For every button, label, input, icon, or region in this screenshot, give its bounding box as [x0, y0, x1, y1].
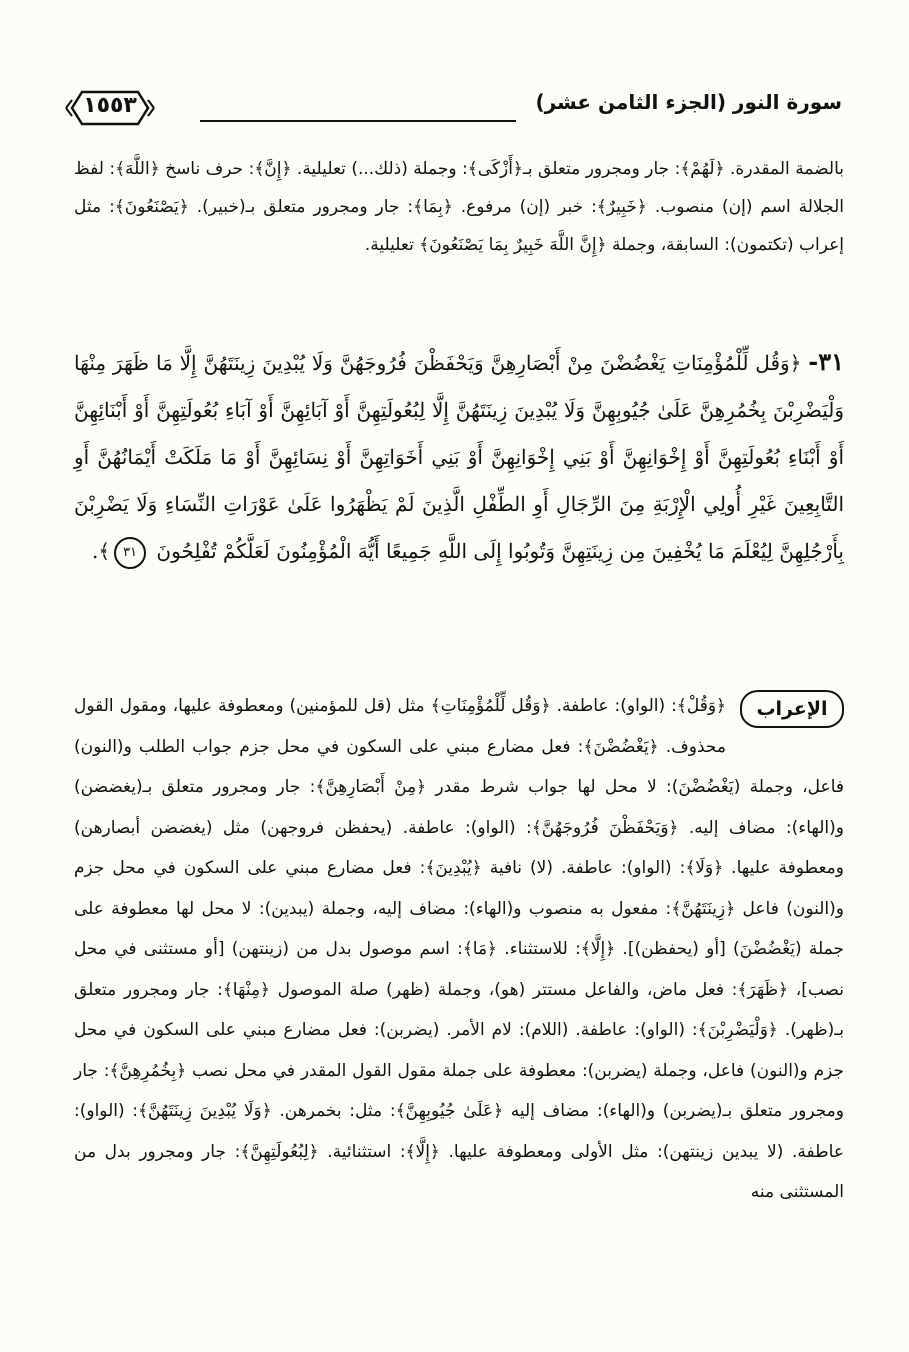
verse-text: ﴿وَقُل لِّلْمُؤْمِنَاتِ يَغْضُضْنَ مِنْ أَبْصَارِهِنَّ وَيَحْفَظْنَ فُرُوجَهُنَّ وَلَا يُبْدِينَ زِينَتَهُنَّ إِلَّا مَا ظَهَرَ مِنْهَا وَلْيَضْرِبْنَ بِخُمُرِهِنَّ عَلَىٰ جُيُوبِهِنَّ وَلَا يُبْدِينَ زِينَتَهُنَّ إِلَّا لِبُعُولَتِهِنَّ أَوْ آبَائِهِنَّ أَوْ آبَاءِ بُعُولَتِهِنَّ أَوْ أَبْنَائِهِنَّ أَوْ أَبْنَاءِ بُعُولَتِهِنَّ أَوْ إِخْوَانِهِنَّ أَوْ بَنِي إِخْوَانِهِنَّ أَوْ بَنِي أَخَوَاتِهِنَّ أَوْ نِسَائِهِنَّ أَوْ مَا مَلَكَتْ أَيْمَانُهُنَّ أَوِ التَّابِعِينَ غَيْرِ أُولِي الْإِرْبَةِ مِنَ الرِّجَالِ أَوِ الطِّفْلِ الَّذِينَ لَمْ يَظْهَرُوا عَلَىٰ عَوْرَاتِ النِّسَاءِ وَلَا يَضْرِبْنَ بِأَرْجُلِهِنَّ لِيُعْلَمَ مَا يُخْفِينَ مِن زِينَتِهِنَّ وَتُوبُوا إِلَى اللَّهِ جَمِيعًا أَيُّهَ الْمُؤْمِنُونَ لَعَلَّكُمْ تُفْلِحُونَ: [74, 351, 844, 563]
intro-text: بالضمة المقدرة. ﴿لَهُمْ﴾: جار ومجرور متعلق بـ﴿أَزْكَى﴾: وجملة (ذلك...) تعليلية. ﴿إِنَّ﴾: حرف ناسخ ﴿اللَّهَ﴾: لفظ الجلالة اسم (إن) منصوب. ﴿خَبِيرٌ﴾: خبر (إن) مرفوع. ﴿بِمَا﴾: جار ومجرور متعلق بـ(خبير). ﴿يَصْنَعُونَ﴾: مثل إعراب (تكتمون): السابقة، وجملة ﴿إِنَّ اللَّهَ خَبِيرٌ بِمَا يَصْنَعُونَ﴾ تعليلية.: [74, 159, 844, 255]
intro-paragraph: [74, 150, 844, 264]
irab-label: الإعراب: [740, 690, 844, 728]
verse-number: ٣١-: [808, 347, 845, 376]
page-number-frame: [62, 86, 158, 130]
verse-close: ﴾.: [91, 539, 111, 563]
irab-section: [74, 686, 844, 1213]
irab-text: ﴿وَقُلْ﴾: (الواو): عاطفة. ﴿وَقُل لِّلْمُؤْمِنَاتِ﴾ مثل (قل للمؤمنين) ومعطوفة عليها، ومقول القول محذوف. ﴿يَغْضُضْنَ﴾: فعل مضارع مبني على السكون في محل جزم جواب الطلب و(النون) فاعل، وجملة (يَغْضُضْنَ): لا محل لها جواب شرط مقدر ﴿مِنْ أَبْصَارِهِنَّ﴾: جار ومجرور متعلق بـ(يغضضن) و(الهاء): مضاف إليه. ﴿وَيَحْفَظْنَ فُرُوجَهُنَّ﴾: (الواو): عاطفة. (يحفظن فروجهن) مثل (يغضضن أبصارهن) ومعطوفة عليها. ﴿وَلَا﴾: (الواو): عاطفة. (لا) نافية ﴿يُبْدِينَ﴾: فعل مضارع مبني على السكون في محل جزم و(النون) فاعل ﴿زِينَتَهُنَّ﴾: مفعول به منصوب و(الهاء): مضاف إليه، وجملة (يبدين): لا محل لها معطوفة على جملة (يَغْضُضْنَ) [أو (يحفظن)]. ﴿إِلَّا﴾: للاستثناء. ﴿مَا﴾: اسم موصول بدل من (زينتهن) [أو مستثنى في محل نصب]، ﴿ظَهَرَ﴾: فعل ماض، والفاعل مستتر (هو)، وجملة (ظهر) صلة الموصول ﴿مِنْهَا﴾: جار ومجرور متعلق بـ(ظهر). ﴿وَلْيَضْرِبْنَ﴾: (الواو): عاطفة. (اللام): لام الأمر. (يضربن): فعل مضارع مبني على السكون في محل جزم و(النون) فاعل، وجملة (يضربن): معطوفة على جملة مقول القول المقدر في محل نصب ﴿بِخُمُرِهِنَّ﴾: جار ومجرور متعلق بـ(يضربن) و(الهاء): مضاف إليه ﴿عَلَىٰ جُيُوبِهِنَّ﴾: مثل: بخمرهن. ﴿وَلَا يُبْدِينَ زِينَتَهُنَّ﴾: (الواو): عاطفة. (لا يبدين زينتهن): مثل الأولى ومعطوفة عليها. ﴿إِلَّا﴾: استثنائية. ﴿لِبُعُولَتِهِنَّ﴾: جار ومجرور بدل من المستثنى منه: [74, 696, 844, 1202]
page-number: ١٥٥٣: [83, 93, 137, 118]
page-header: [62, 86, 842, 132]
quran-verse: [74, 338, 844, 575]
verse-line: [74, 338, 844, 575]
header-title: سورة النور (الجزء الثامن عشر): [535, 90, 842, 114]
ayah-marker-icon: ٣١: [114, 537, 146, 569]
header-rule: [200, 120, 516, 122]
